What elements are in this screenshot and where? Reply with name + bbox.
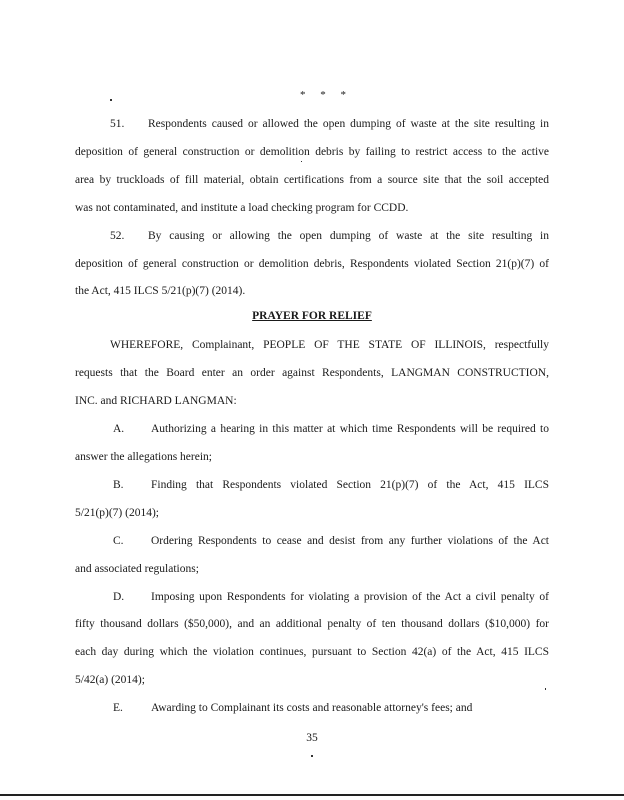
section-separator: * * * <box>300 89 352 101</box>
page-number: 35 <box>306 732 318 744</box>
para-51-line-3: area by truckloads of fill material, obtain certifications from a source site that the soil accepted <box>75 174 549 186</box>
item-d-letter: D. <box>113 591 125 603</box>
item-a-line-2: answer the allegations herein; <box>75 451 212 463</box>
item-c-line-2: and associated regulations; <box>75 563 199 575</box>
item-e-line-1: E. Awarding to Complainant its costs and reasonable attorney's fees; and <box>113 702 473 714</box>
para-51-number: 51. <box>110 118 125 130</box>
prayer-heading: PRAYER FOR RELIEF <box>252 310 372 322</box>
para-52-line-2: deposition of general construction or demolition debris, Respondents violated Section 21(p)(7) of <box>75 258 549 270</box>
item-b-line-2: 5/21(p)(7) (2014); <box>75 507 159 519</box>
para-51-line-2: deposition of general construction or demolition debris by failing to restrict access to the active <box>75 146 549 158</box>
scan-speck <box>301 161 302 162</box>
item-e-letter: E. <box>113 702 123 714</box>
para-52-line-3: the Act, 415 ILCS 5/21(p)(7) (2014). <box>75 285 246 297</box>
scan-speck <box>545 688 546 690</box>
wherefore-line-2: requests that the Board enter an order against Respondents, LANGMAN CONSTRUCTION, <box>75 367 549 379</box>
item-a-letter: A. <box>113 423 125 435</box>
item-d-line-3: each day during which the violation continues, pursuant to Section 42(a) of the Act, 415 ILCS <box>75 646 549 658</box>
para-52-line-1: 52. By causing or allowing the open dumping of waste at the site resulting in <box>110 230 549 242</box>
item-d-line-4: 5/42(a) (2014); <box>75 674 145 686</box>
item-d-line-2: fifty thousand dollars ($50,000), and an additional penalty of ten thousand dollars ($10,000) for <box>75 618 549 630</box>
para-51-line-1: 51. Respondents caused or allowed the open dumping of waste at the site resulting in <box>110 118 549 130</box>
wherefore-line-1: WHEREFORE, Complainant, PEOPLE OF THE STATE OF ILLINOIS, respectfully <box>110 339 549 351</box>
wherefore-line-3: INC. and RICHARD LANGMAN: <box>75 395 237 407</box>
scan-edge-rule <box>0 794 624 796</box>
item-b-line-1: B. Finding that Respondents violated Section 21(p)(7) of the Act, 415 ILCS <box>113 479 549 491</box>
item-a-line-1: A. Authorizing a hearing in this matter at which time Respondents will be required to <box>113 423 549 435</box>
item-b-letter: B. <box>113 479 124 491</box>
para-51-line-4: was not contaminated, and institute a load checking program for CCDD. <box>75 202 409 214</box>
scan-speck <box>311 755 313 757</box>
scan-speck <box>110 99 112 101</box>
item-d-line-1: D. Imposing upon Respondents for violating a provision of the Act a civil penalty of <box>113 591 549 603</box>
item-c-line-1: C. Ordering Respondents to cease and desist from any further violations of the Act <box>113 535 549 547</box>
item-c-letter: C. <box>113 535 124 547</box>
para-52-number: 52. <box>110 230 125 242</box>
